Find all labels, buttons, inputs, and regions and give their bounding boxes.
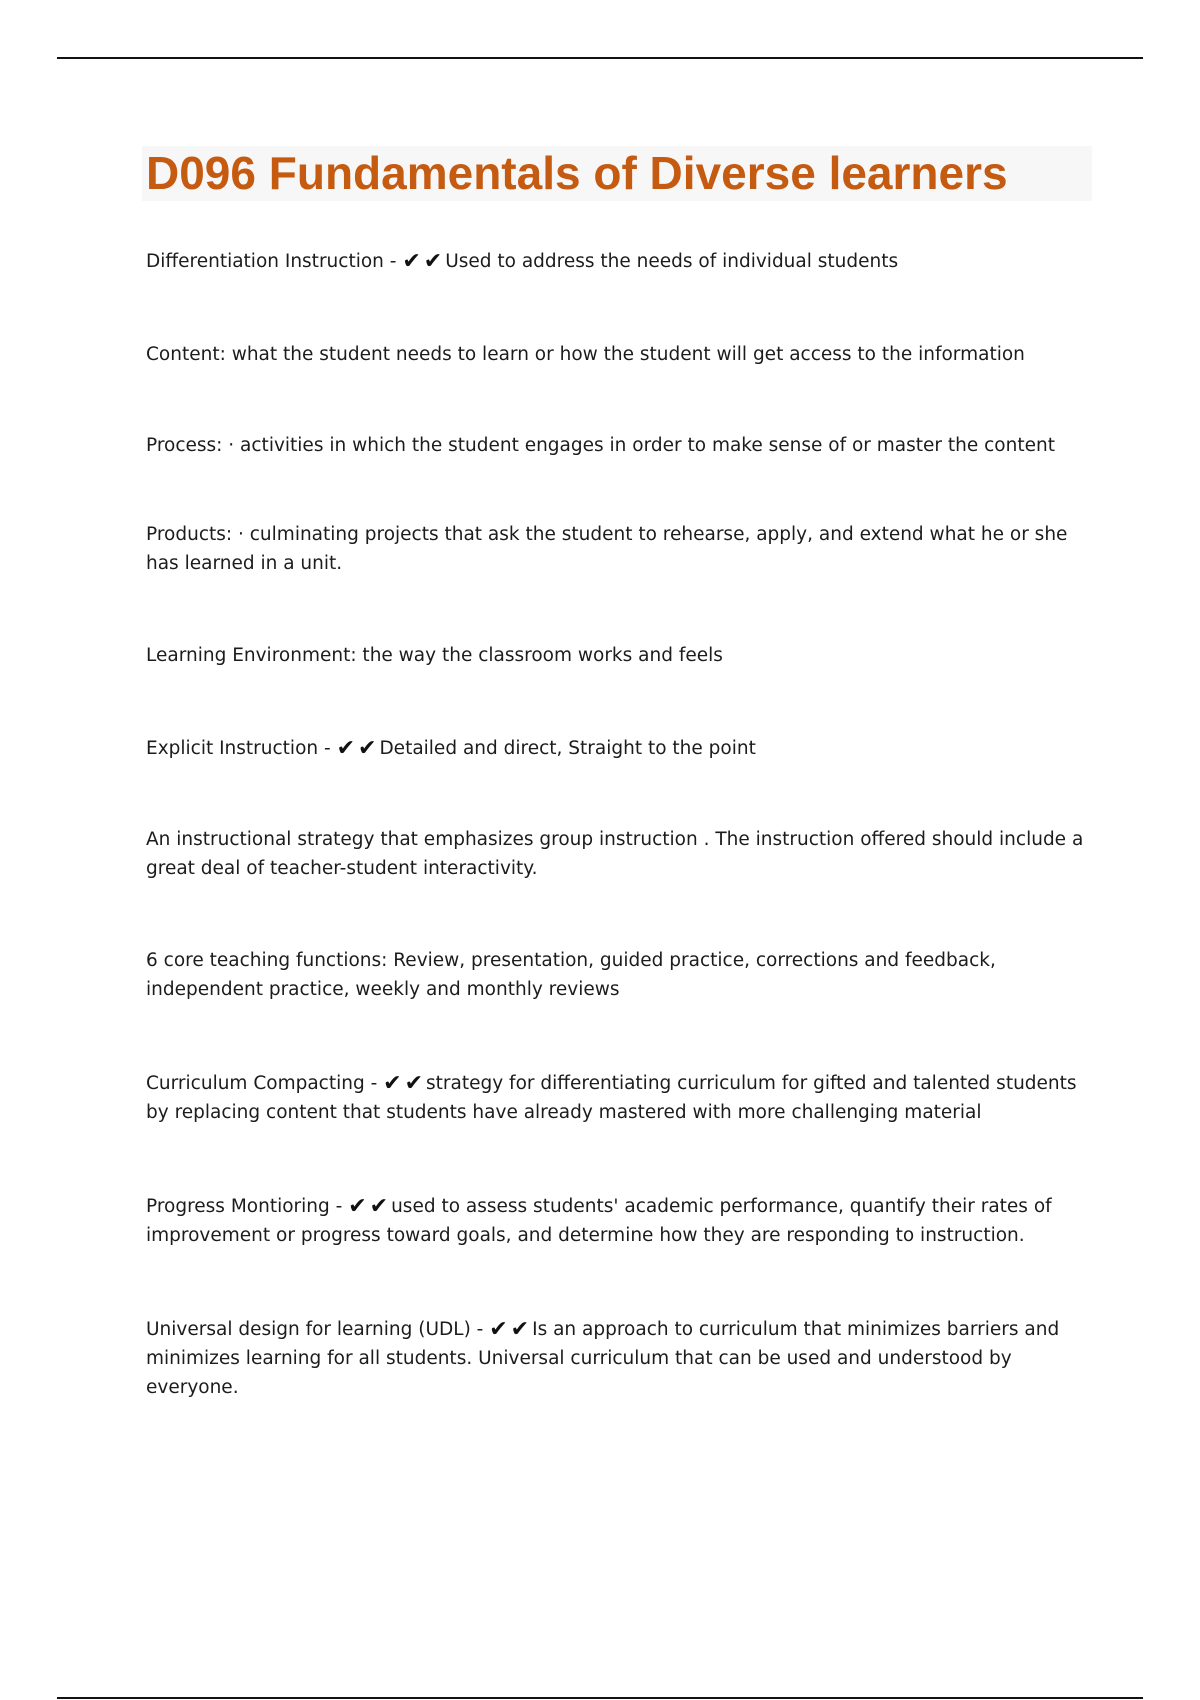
entry-definition: Detailed and direct, Straight to the point	[379, 738, 756, 759]
top-rule	[57, 57, 1143, 59]
entry-term: Explicit Instruction -	[146, 738, 337, 759]
entry-progress-monitoring	[146, 1192, 1096, 1250]
entry-term: Curriculum Compacting -	[146, 1073, 384, 1094]
entry-definition: Is an approach to curriculum that minimizes barriers and minimizes learning for all students. Universal curriculum that can be used and understood by everyone.	[146, 1319, 1060, 1398]
check-icon: ✔	[423, 249, 443, 274]
document-title: D096 Fundamentals of Diverse learners	[146, 147, 1008, 199]
entry-definition: strategy for differentiating curriculum for gifted and talented students by replacing content that students have already mastered with more challenging material	[146, 1073, 1077, 1123]
check-icon: ✔	[348, 1194, 367, 1219]
entry-group-instruction: An instructional strategy that emphasizes group instruction . The instruction offered should include a great deal of teacher-student interactivity.	[146, 829, 1084, 879]
entry-term: Universal design for learning (UDL) -	[146, 1319, 490, 1340]
entry-definition: Used to address the needs of individual students	[445, 251, 899, 272]
bottom-rule	[57, 1697, 1143, 1699]
entry-content: Content: what the student needs to learn or how the student will get access to the information	[146, 344, 1025, 365]
entry-definition: used to assess students' academic performance, quantify their rates of improvement or progress toward goals, and determine how they are responding to instruction.	[146, 1196, 1052, 1246]
entry-learning-environment: Learning Environment: the way the classroom works and feels	[146, 645, 723, 666]
entry-universal-design	[146, 1315, 1096, 1402]
entry-differentiation-instruction	[146, 247, 1096, 276]
entry-process: Process: · activities in which the student engages in order to make sense of or master the content	[146, 435, 1055, 456]
check-icon: ✔	[369, 1194, 389, 1219]
check-icon: ✔	[489, 1317, 508, 1342]
check-icon: ✔	[402, 249, 421, 274]
entry-term: Progress Montioring -	[146, 1196, 349, 1217]
entry-term: Differentiation Instruction -	[146, 251, 403, 272]
entry-products: Products: · culminating projects that ask the student to rehearse, apply, and extend what he or she has learned in a unit.	[146, 524, 1068, 574]
check-icon: ✔	[404, 1071, 424, 1096]
check-icon: ✔	[510, 1317, 530, 1342]
check-icon: ✔	[358, 736, 377, 761]
check-icon: ✔	[336, 736, 355, 761]
entry-explicit-instruction	[146, 734, 1096, 763]
entry-curriculum-compacting	[146, 1069, 1096, 1127]
entry-core-teaching-functions: 6 core teaching functions: Review, presentation, guided practice, corrections and feedback, independent practice, weekly and monthly reviews	[146, 950, 996, 1000]
check-icon: ✔	[383, 1071, 402, 1096]
